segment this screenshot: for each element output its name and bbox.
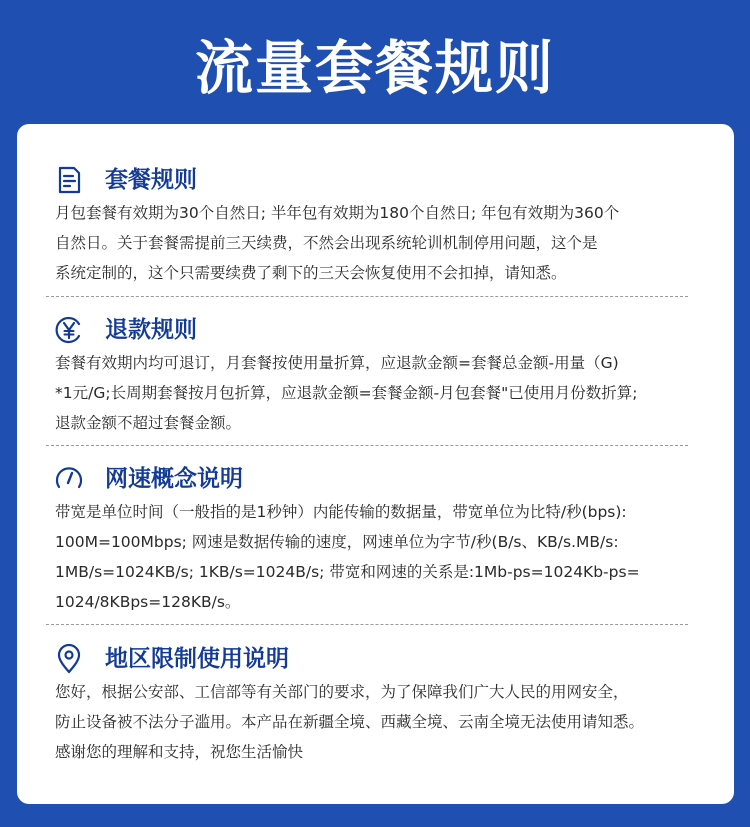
section-body [55, 348, 715, 438]
section-body [55, 677, 715, 767]
body-line: 1024/8KBps=128KB/s。 [55, 593, 241, 611]
body-line: 100M=100Mbps; 网速是数据传输的速度，网速单位为字节/秒(B/s、KB/s.MB/s: [55, 533, 619, 551]
body-line: 您好，根据公安部、工信部等有关部门的要求，为了保障我们广大人民的用网安全， [55, 683, 629, 701]
page-title: 流量套餐规则 [194, 34, 555, 102]
yen-icon [53, 314, 85, 346]
body-line: 系统定制的，这个只需要续费了剩下的三天会恢复使用不会扣掉，请知悉。 [55, 264, 567, 282]
rules-card [17, 124, 734, 804]
body-line: 1MB/s=1024KB/s; 1KB/s=1024B/s; 带宽和网速的关系是:1Mb-ps=1024Kb-ps= [55, 563, 640, 581]
body-line: *1元/G;长周期套餐按月包折算，应退款金额=套餐金额-月包套餐"已使用月份数折算; [55, 384, 638, 402]
body-line: 感谢您的理解和支持，祝您生活愉快 [55, 743, 304, 761]
speedometer-icon [53, 463, 85, 495]
dashed-divider [46, 624, 688, 625]
section-title: 网速概念说明 [105, 466, 243, 492]
body-line: 套餐有效期内均可退订，月套餐按使用量折算，应退款金额=套餐总金额-用量（G) [55, 354, 619, 372]
body-line: 月包套餐有效期为30个自然日; 半年包有效期为180个自然日; 年包有效期为360个 [55, 204, 620, 222]
section-body [55, 497, 715, 617]
body-line: 退款金额不超过套餐金额。 [55, 414, 242, 432]
body-line: 自然日。关于套餐需提前三天续费，不然会出现系统轮训机制停用问题，这个是 [55, 234, 598, 252]
dashed-divider [46, 445, 688, 446]
section-title: 退款规则 [105, 317, 197, 343]
body-line: 带宽是单位时间（一般指的是1秒钟）内能传输的数据量，带宽单位为比特/秒(bps): [55, 503, 627, 521]
section-title: 套餐规则 [105, 167, 197, 193]
body-line: 防止设备被不法分子滥用。本产品在新疆全境、西藏全境、云南全境无法使用请知悉。 [55, 713, 645, 731]
section-body [55, 198, 715, 288]
location-pin-icon [53, 643, 85, 675]
document-icon [53, 164, 85, 196]
section-title: 地区限制使用说明 [105, 646, 289, 672]
dashed-divider [46, 296, 688, 297]
